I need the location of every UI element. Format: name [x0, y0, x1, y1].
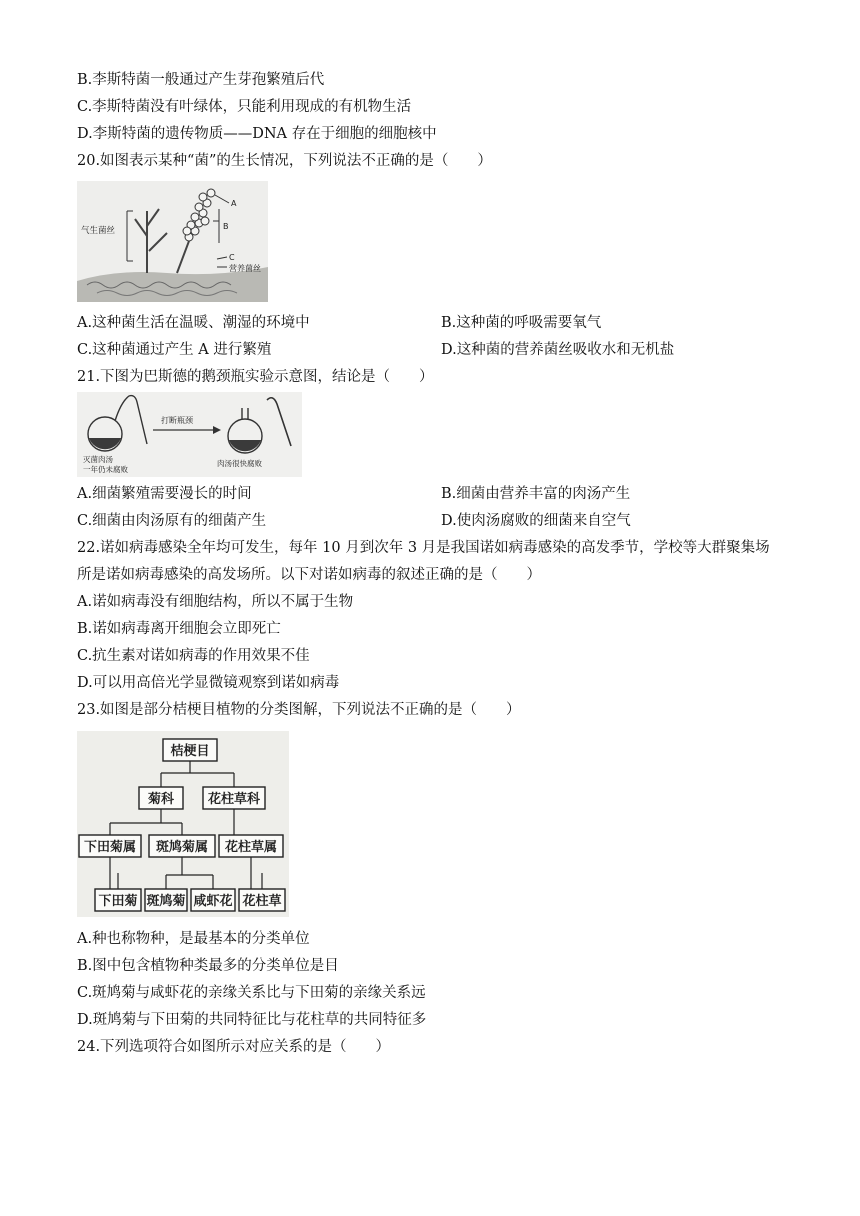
- q20-option-d: D.这种菌的营养菌丝吸收水和无机盐: [441, 342, 675, 358]
- q22-option-b: B.诺如病毒离开细胞会立即死亡: [77, 621, 281, 637]
- q22-option-c: C.抗生素对诺如病毒的作用效果不佳: [77, 648, 310, 664]
- tree-species-4: 花柱草: [242, 894, 282, 909]
- q20-option-b: B.这种菌的呼吸需要氧气: [441, 315, 602, 331]
- classification-tree-figure: [77, 731, 289, 917]
- tree-genus-3: 花柱草属: [224, 840, 278, 855]
- fungus-growth-figure: [77, 181, 268, 302]
- label-c: C: [229, 253, 235, 262]
- tree-genus-2: 斑鸠菊属: [155, 840, 209, 855]
- break-neck-label: 打断瓶颈: [161, 416, 193, 425]
- tree-order: 桔梗目: [170, 744, 210, 759]
- q23-stem: 23.如图是部分桔梗目植物的分类图解，下列说法不正确的是（ ）: [77, 702, 521, 718]
- tree-genus-1: 下田菊属: [83, 840, 137, 855]
- nutrient-hyphae-label: 营养菌丝: [229, 264, 261, 273]
- q22-option-a: A.诺如病毒没有细胞结构，所以不属于生物: [77, 594, 354, 610]
- tree-family-1: 菊科: [147, 792, 175, 807]
- tree-family-2: 花柱草科: [207, 792, 261, 807]
- left-flask-label-1: 灭菌肉汤: [83, 455, 113, 464]
- tree-species-3: 咸虾花: [193, 894, 233, 909]
- tree-species-2: 斑鸠菊: [146, 894, 186, 909]
- label-b: B: [223, 222, 229, 231]
- q20-option-c: C.这种菌通过产生 A 进行繁殖: [77, 342, 272, 358]
- q23-option-c: C.斑鸠菊与咸虾花的亲缘关系比与下田菊的亲缘关系远: [77, 985, 426, 1001]
- q23-option-b: B.图中包含植物种类最多的分类单位是目: [77, 958, 339, 974]
- q23-option-a: A.种也称物种，是最基本的分类单位: [77, 931, 310, 947]
- q19-option-c: C.李斯特菌没有叶绿体，只能利用现成的有机物生活: [77, 99, 412, 115]
- right-flask-label: 肉汤很快腐败: [217, 459, 262, 468]
- q22-option-d: D.可以用高倍光学显微镜观察到诺如病毒: [77, 675, 340, 691]
- label-a: A: [231, 199, 237, 208]
- q21-option-c: C.细菌由肉汤原有的细菌产生: [77, 513, 267, 529]
- q23-option-d: D.斑鸠菊与下田菊的共同特征比与花柱草的共同特征多: [77, 1012, 427, 1028]
- q21-option-b: B.细菌由营养丰富的肉汤产生: [441, 486, 631, 502]
- q19-option-d: D.李斯特菌的遗传物质——DNA 存在于细胞的细胞核中: [77, 126, 437, 142]
- q24-stem: 24.下列选项符合如图所示对应关系的是（ ）: [77, 1039, 391, 1055]
- q22-stem: 22.诺如病毒感染全年均可发生，每年 10 月到次年 3 月是我国诺如病毒感染的高发季节，学校等大群聚集场所是诺如病毒感染的高发场所。以下对诺如病毒的叙述正确的是（ ）: [77, 540, 770, 583]
- q19-option-b: B.李斯特菌一般通过产生芽孢繁殖后代: [77, 72, 325, 88]
- q20-option-a: A.这种菌生活在温暖、潮湿的环境中: [77, 315, 310, 331]
- left-flask-label-2: 一年仍未腐败: [83, 465, 128, 474]
- q20-stem: 20.如图表示某种“菌”的生长情况，下列说法不正确的是（ ）: [77, 153, 492, 169]
- tree-species-1: 下田菊: [98, 894, 138, 909]
- q21-stem: 21.下图为巴斯德的鹅颈瓶实验示意图，结论是（ ）: [77, 369, 434, 385]
- q21-option-d: D.使肉汤腐败的细菌来自空气: [441, 513, 631, 529]
- aerial-hyphae-label: 气生菌丝: [81, 226, 116, 236]
- q21-option-a: A.细菌繁殖需要漫长的时间: [77, 486, 252, 502]
- swan-neck-flask-figure: [77, 392, 302, 477]
